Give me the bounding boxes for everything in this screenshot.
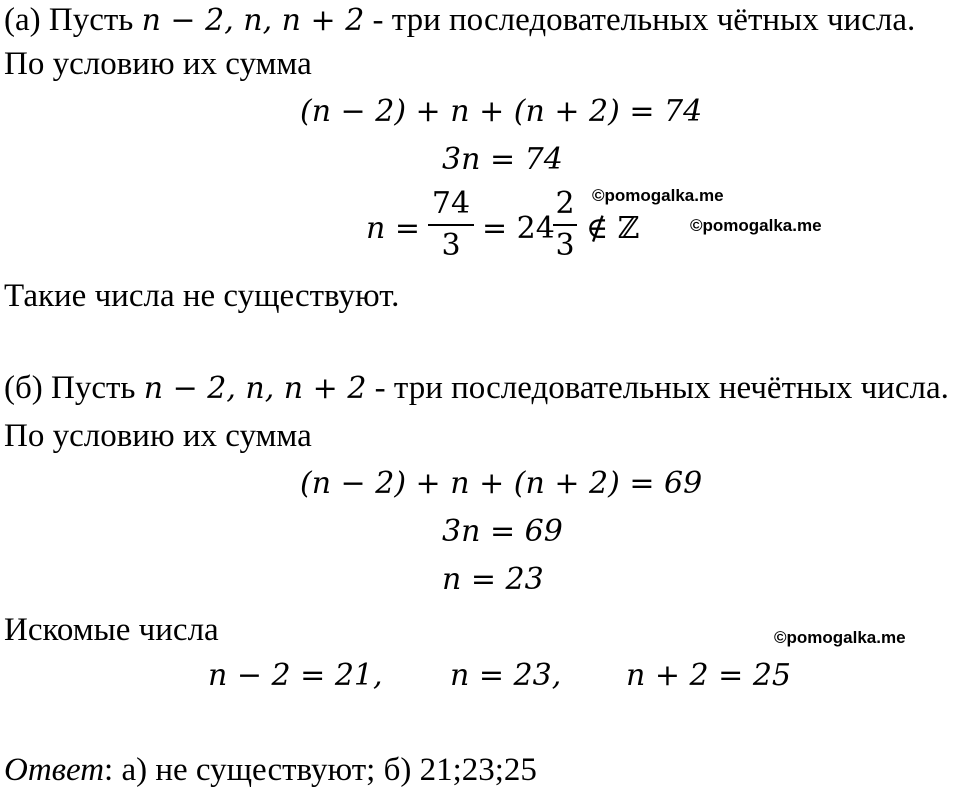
part-b-result-label: Искомые числа bbox=[4, 612, 219, 648]
part-a-condition: По условию их сумма bbox=[4, 46, 312, 82]
part-a-intro bbox=[4, 0, 915, 41]
answer-label: Ответ bbox=[4, 752, 105, 788]
part-b-result-1: n − 2 = 21, bbox=[208, 658, 383, 693]
fraction-numerator: 2 bbox=[555, 186, 575, 221]
fraction-denominator: 3 bbox=[555, 228, 575, 263]
part-b-equation-2: 3n = 69 bbox=[442, 514, 563, 549]
part-a-fraction-74-3 bbox=[428, 187, 474, 263]
fraction-bar bbox=[553, 224, 577, 226]
fraction-numerator: 74 bbox=[431, 186, 471, 221]
watermark: ©pomogalka.me bbox=[592, 186, 724, 205]
part-b-result-3: n + 2 = 25 bbox=[626, 658, 791, 693]
answer-text: : а) не существуют; б) 21;23;25 bbox=[104, 752, 537, 788]
part-a-equation-2: 3n = 74 bbox=[442, 142, 563, 177]
part-a-equation-3-rhs: ∉ ℤ bbox=[586, 211, 640, 246]
part-a-equation-3-mid: = 24 bbox=[482, 211, 555, 246]
part-b-intro bbox=[4, 368, 949, 409]
fraction-bar bbox=[428, 224, 474, 226]
part-b-intro-suffix: - три последовательных нечётных числа. bbox=[366, 370, 949, 406]
part-a-conclusion: Такие числа не существуют. bbox=[4, 278, 400, 314]
part-b-condition: По условию их сумма bbox=[4, 418, 312, 454]
part-b-equation-3: n = 23 bbox=[442, 562, 544, 597]
watermark: ©pomogalka.me bbox=[690, 216, 822, 235]
part-a-fraction-2-3 bbox=[553, 187, 577, 263]
part-a-equation-1: (n − 2) + n + (n + 2) = 74 bbox=[300, 94, 703, 129]
part-a-intro-prefix: (а) Пусть bbox=[4, 2, 142, 38]
part-b-result-2: n = 23, bbox=[450, 658, 562, 693]
part-b-intro-prefix: (б) Пусть bbox=[4, 370, 144, 406]
part-b-intro-math: n − 2, n, n + 2 bbox=[143, 371, 367, 406]
watermark: ©pomogalka.me bbox=[774, 628, 906, 647]
part-a-intro-suffix: - три последовательных чётных числа. bbox=[364, 2, 916, 38]
part-a-intro-math: n − 2, n, n + 2 bbox=[141, 3, 365, 38]
part-a-equation-3-lhs: n = bbox=[366, 211, 420, 246]
answer-line bbox=[4, 750, 537, 790]
fraction-denominator: 3 bbox=[441, 228, 461, 263]
part-b-equation-1: (n − 2) + n + (n + 2) = 69 bbox=[300, 466, 703, 501]
